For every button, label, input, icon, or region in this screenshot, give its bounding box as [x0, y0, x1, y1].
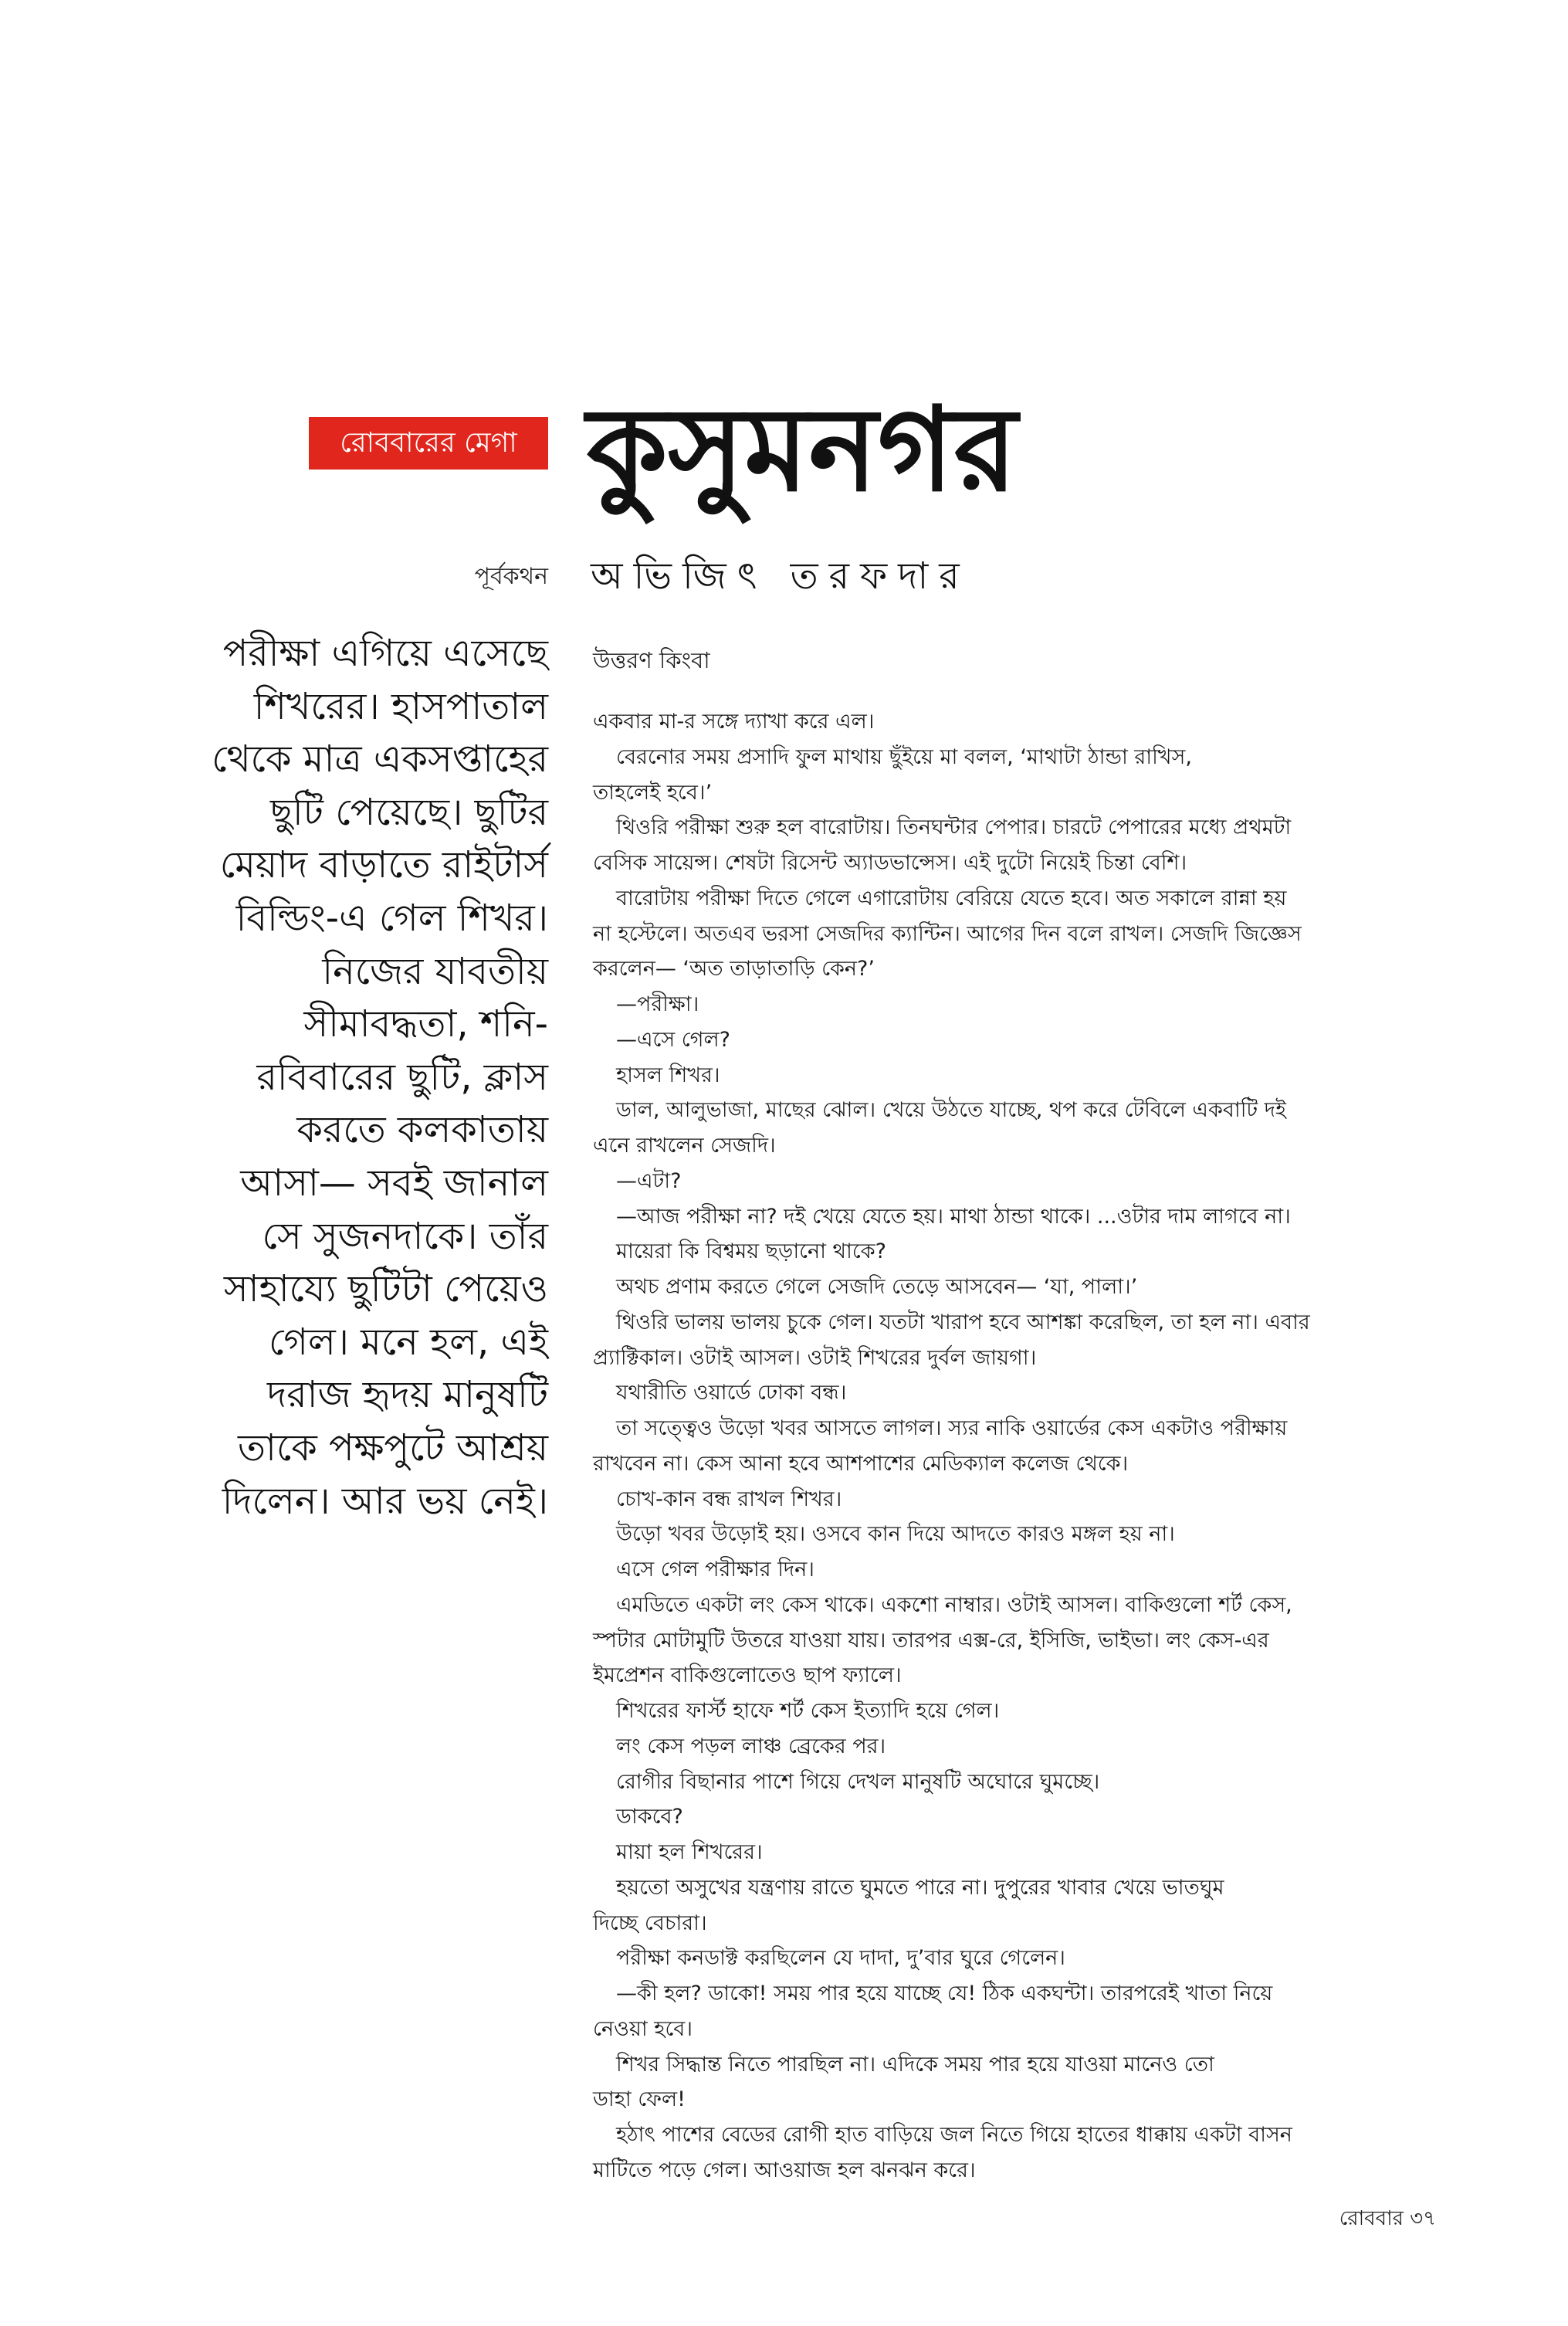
body-line: মায়া হল শিখরের। [616, 1840, 763, 1864]
body-line: নেওয়া হবে। [593, 2016, 693, 2041]
body-line: পরীক্ষা কনডাক্ট করছিলেন যে দাদা, দু’বার ঘুরে গেলেন। [616, 1946, 1065, 1971]
summary-line: তাকে পক্ষপুটে আশ্রয় [238, 1426, 548, 1470]
body-line: তাহলেই হবে।’ [593, 780, 713, 805]
body-line: মাটিতে পড়ে গেল। আওয়াজ হল ঝনঝন করে। [593, 2158, 976, 2182]
summary-line: আসা— সবই জানাল [240, 1161, 548, 1205]
body-line: প্র্যাক্টিকাল। ওটাই আসল। ওটাই শিখরের দুর্বল জায়গা। [593, 1345, 1037, 1370]
summary-column [154, 627, 548, 1527]
body-line: চোখ-কান বন্ধ রাখল শিখর। [616, 1487, 842, 1511]
summary-line: গেল। মনে হল, এই [269, 1320, 548, 1364]
body-line: —এটা? [616, 1168, 682, 1193]
summary-line: সীমাবদ্ধতা, শনি- [303, 1002, 548, 1046]
body-line: লং কেস পড়ল লাঞ্চ ব্রেকের পর। [616, 1734, 886, 1758]
body-line: করলেন— ‘অত তাড়াতাড়ি কেন?’ [593, 957, 875, 982]
summary-line: দরাজ হৃদয় মানুষটি [267, 1373, 548, 1417]
page-folio: রোববার ৩৭ [1339, 2207, 1436, 2230]
section-tag: রোববারের মেগা [309, 417, 548, 470]
body-line: ডাল, আলুভাজা, মাছের ঝোল। খেয়ে উঠতে যাচ্ছে, থপ করে টেবিলে একবাটি দই [616, 1098, 1286, 1123]
body-line: রোগীর বিছানার পাশে গিয়ে দেখল মানুষটি অঘোরে ঘুমচ্ছে। [616, 1769, 1100, 1794]
summary-line: সাহায্যে ছুটিটা পেয়েও [223, 1267, 548, 1311]
body-line: —এসে গেল? [616, 1027, 730, 1052]
purbakathan-label: পূর্বকথন [474, 563, 548, 590]
body-line: থিওরি ভালয় ভালয় চুকে গেল। যতটা খারাপ হবে আশঙ্কা করেছিল, তা হল না। এবার [616, 1310, 1310, 1334]
body-line: অথচ প্রণাম করতে গেলে সেজদি তেড়ে আসবেন— ‘যা, পালা।’ [616, 1275, 1138, 1299]
body-line: —আজ পরীক্ষা না? দই খেয়ে যেতে হয়। মাথা ঠান্ডা থাকে। ...ওটার দাম লাগবে না। [616, 1204, 1291, 1229]
body-text [593, 704, 1446, 2189]
body-line: না হস্টেলে। অতএব ভরসা সেজদির ক্যান্টিন। আগের দিন বলে রাখল। সেজদি জিজ্ঞেস [593, 921, 1302, 946]
story-title: কুসুমনগর [587, 383, 1018, 517]
body-line: হঠাৎ পাশের বেডের রোগী হাত বাড়িয়ে জল নিতে গিয়ে হাতের ধাক্কায় একটা বাসন [616, 2123, 1292, 2147]
body-line: ডাকবে? [616, 1805, 683, 1829]
body-line: থিওরি পরীক্ষা শুরু হল বারোটায়। তিনঘন্টার পেপার। চারটে পেপারের মধ্যে প্রথমটা [616, 815, 1292, 840]
summary-line: দিলেন। আর ভয় নেই। [222, 1479, 548, 1523]
body-line: শিখরের ফার্স্ট হাফে শর্ট কেস ইত্যাদি হয়ে গেল। [616, 1699, 1000, 1723]
summary-line: মেয়াদ বাড়াতে রাইটার্স [219, 843, 548, 887]
body-line: বারোটায় পরীক্ষা দিতে গেলে এগারোটায় বেরিয়ে যেতে হবে। অত সকালে রান্না হয় [616, 886, 1287, 910]
summary-line: নিজের যাবতীয় [322, 949, 548, 993]
body-line: এমডিতে একটা লং কেস থাকে। একশো নাম্বার। ওটাই আসল। বাকিগুলো শর্ট কেস, [616, 1592, 1292, 1617]
body-line: হয়তো অসুখের যন্ত্রণায় রাতে ঘুমতে পারে না। দুপুরের খাবার খেয়ে ভাতঘুম [616, 1875, 1224, 1900]
body-line: ডাহা ফেল! [593, 2087, 686, 2112]
summary-line: ছুটি পেয়েছে। ছুটির [269, 790, 548, 834]
body-line: মায়েরা কি বিশ্বময় ছড়ানো থাকে? [616, 1239, 886, 1264]
body-line: —কী হল? ডাকো! সময় পার হয়ে যাচ্ছে যে! ঠিক একঘন্টা। তারপরেই খাতা নিয়ে [616, 1982, 1273, 2006]
summary-line: করতে কলকাতায় [296, 1108, 548, 1152]
summary-line: পরীক্ষা এগিয়ে এসেছে [222, 632, 548, 675]
body-line: দিচ্ছে বেচারা। [593, 1911, 707, 1935]
summary-line: শিখরের। হাসপাতাল [253, 684, 548, 728]
body-line: বেরনোর সময় প্রসাদি ফুল মাথায় ছুঁইয়ে মা বলল, ‘মাথাটা ঠান্ডা রাখিস, [616, 744, 1192, 769]
body-line: স্পটার মোটামুটি উতরে যাওয়া যায়। তারপর এক্স-রে, ইসিজি, ভাইভা। লং কেস-এর [593, 1628, 1269, 1653]
body-line: —পরীক্ষা। [616, 992, 699, 1016]
body-subheading: উত্তরণ কিংবা [593, 647, 710, 673]
author-name: অভিজিৎ তরফদার [591, 554, 970, 598]
body-line: বেসিক সায়েন্স। শেষটা রিসেন্ট অ্যাডভান্সেস। এই দুটো নিয়েই চিন্তা বেশি। [593, 851, 1187, 875]
body-line: এসে গেল পরীক্ষার দিন। [616, 1558, 814, 1582]
summary-line: সে সুজনদাকে। তাঁর [262, 1214, 548, 1258]
body-line: যথারীতি ওয়ার্ডে ঢোকা বন্ধ। [616, 1381, 847, 1405]
body-line: এনে রাখলেন সেজদি। [593, 1134, 776, 1158]
body-line: উড়ো খবর উড়োই হয়। ওসবে কান দিয়ে আদতে কারও মঙ্গল হয় না। [616, 1522, 1175, 1547]
summary-line: থেকে মাত্র একসপ্তাহের [212, 737, 548, 782]
summary-line: রবিবারের ছুটি, ক্লাস [256, 1055, 548, 1099]
body-line: ইমপ্রেশন বাকিগুলোতেও ছাপ ফ্যালে। [593, 1663, 902, 1688]
body-line: একবার মা-র সঙ্গে দ্যাখা করে এল। [593, 710, 875, 734]
body-line: শিখর সিদ্ধান্ত নিতে পারছিল না। এদিকে সময় পার হয়ে যাওয়া মানেও তো [616, 2052, 1214, 2077]
summary-line: বিল্ডিং-এ গেল শিখর। [235, 896, 548, 940]
body-line: রাখবেন না। কেস আনা হবে আশপাশের মেডিক্যাল কলেজ থেকে। [593, 1451, 1129, 1476]
body-line: তা সত্ত্বেও উড়ো খবর আসতে লাগল। স্যর নাকি ওয়ার্ডের কেস একটাও পরীক্ষায় [616, 1416, 1288, 1440]
story-body [593, 641, 1446, 2189]
body-line: হাসল শিখর। [616, 1063, 720, 1087]
